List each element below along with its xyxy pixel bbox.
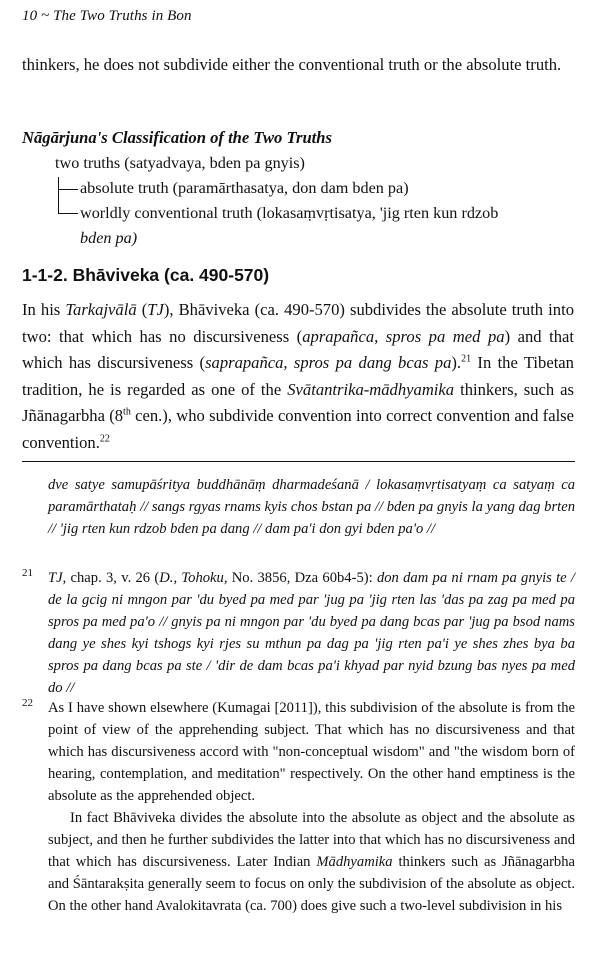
tree-branch-conventional: worldly conventional truth (lokasaṃvṛtisatya, 'jig rten kun rdzob xyxy=(80,204,499,222)
text-italic: TJ xyxy=(48,570,63,586)
text-segment: ( xyxy=(136,300,148,319)
section-title: Nāgārjuna's Classification of the Two Truths xyxy=(22,128,332,147)
text-italic: don dam pa ni rnam pa gnyis te / de la gcig ni mngon par 'du byed pa med par 'jug pa 'jig rten las 'das pa zag pa med pa spros pa med pa'o // gnyis pa ni mngon par 'du byed pa dang bcas par 'jug pa bsod nams dang ye shes kyi tshogs kyi rjes su mthun pa dag pa 'jig rten pa'i ye shes zhes bya ba spros pa dang bcas pa ste / 'dir de dam bcas pa'i khyad par nyid bzung bas nyes pa med do // xyxy=(48,570,575,696)
text-italic: Svātantrika-mādhyamika xyxy=(287,379,455,399)
text-segment: In the Tibetan tradition, he is regarded as one of the xyxy=(22,353,574,399)
text-italic: saprapañca, spros pa dang bcas pa xyxy=(205,353,452,372)
text-segment: thinkers such as Jñānagarbha and Śāntarakṣita generally seem to focus on only the subdivision of the absolute as object. On the other hand Avalokitavrata (ca. 700) does give such a two-level subdivision in his xyxy=(48,854,575,914)
text-italic: Mādhyamika xyxy=(316,854,393,870)
footnote-22-paragraph-1: As I have shown elsewhere (Kumagai [2011]), this subdivision of the absolute is from the point of view of the apprehending subject. That which has no discursiveness and that which has discursiveness accord with "non-conceptual wisdom" and "the wisdom born of hearing, contemplation, and meditation" respectively. On the other hand emptiness is the absolute as the apprehended object. xyxy=(48,700,575,804)
footnote-ref-21: 21 xyxy=(461,353,472,365)
footnote-22 xyxy=(48,697,575,917)
text-italic: Tarkajvālā xyxy=(65,300,137,319)
text-segment: ) and that which has discursiveness ( xyxy=(22,326,575,372)
running-header: 10 ~ The Two Truths in Bon xyxy=(22,8,192,24)
footnote-number-22: 22 xyxy=(22,697,33,709)
subsection-title: 1-1-2. Bhāviveka (ca. 490-570) xyxy=(22,265,270,285)
footnote-22-paragraph-2 xyxy=(48,807,575,917)
text-segment: ). xyxy=(451,353,462,372)
superscript-th: th xyxy=(123,406,131,418)
footnote-rule xyxy=(22,461,575,462)
text-italic: TJ xyxy=(147,300,164,319)
tree-connector-1 xyxy=(58,189,78,190)
text-segment: , chap. 3, v. 26 ( xyxy=(62,570,160,586)
footnote-21 xyxy=(48,567,575,699)
text-segment: , No. 3856, Dza 60b4-5): xyxy=(223,570,377,586)
footnote-20-continued: dve satye samupāśritya buddhānāṃ dharmadeśanā / lokasaṃvṛtisatyaṃ ca satyaṃ ca paramārthataḥ // sangs rgyas rnams kyis chos bstan pa // bden pa gnyis la yang dag brten // 'jig rten kun rdzob bden pa dang // dam pa'i don gyi bden pa'o // xyxy=(48,477,575,537)
tree-root: two truths (satyadvaya, bden pa gnyis) xyxy=(55,154,305,172)
tree-vertical-line xyxy=(58,177,59,213)
text-segment: In fact Bhāviveka divides the absolute into the absolute as object and the absolute as subject, and then he further subdivides the latter into that which has no discursiveness and that which has discursiveness. Later Indian xyxy=(48,810,575,870)
text-segment: ), Bhāviveka (ca. 490-570) subdivides the absolute truth into two: that which has no discursiveness ( xyxy=(22,300,574,346)
text-segment: cen.), who subdivide convention into correct convention and false convention. xyxy=(22,406,574,452)
footnote-number-21: 21 xyxy=(22,567,33,579)
paragraph-intro: thinkers, he does not subdivide either the conventional truth or the absolute truth. xyxy=(22,55,562,74)
text-italic: aprapañca, spros pa med pa xyxy=(302,326,505,346)
tree-connector-2 xyxy=(58,213,78,214)
paragraph-bhaviveka xyxy=(22,297,574,456)
text-segment: In his xyxy=(22,300,66,319)
footnote-ref-22: 22 xyxy=(99,432,110,444)
tree-branch-conventional-cont: bden pa) xyxy=(80,229,138,247)
tree-branch-absolute: absolute truth (paramārthasatya, don dam bden pa) xyxy=(80,179,409,197)
text-segment: thinkers, such as Jñānagarbha (8 xyxy=(22,379,575,425)
text-italic: D., Tohoku xyxy=(159,570,224,586)
